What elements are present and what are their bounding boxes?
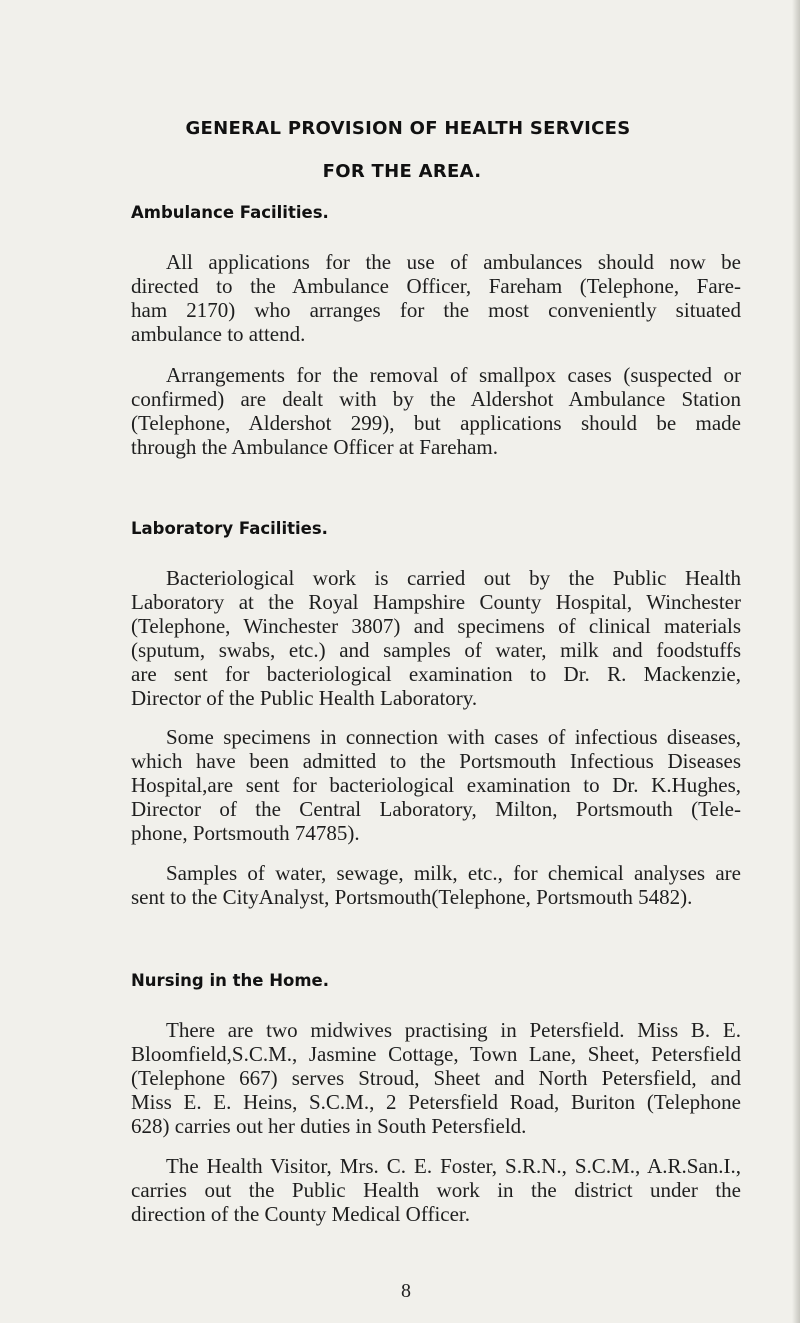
text-line: Samples of water, sewage, milk, etc., for chemical analyses are bbox=[166, 861, 741, 885]
text-line: Some specimens in connection with cases of infectious diseases, bbox=[166, 725, 741, 749]
text-line: Director of the Central Laboratory, Milton, Portsmouth (Tele- bbox=[131, 797, 741, 821]
page-number: 8 bbox=[401, 1280, 411, 1302]
page-title: GENERAL PROVISION OF HEALTH SERVICES bbox=[185, 118, 631, 139]
text-line: (Telephone, Winchester 3807) and specimens of clinical materials bbox=[131, 614, 741, 638]
text-line: directed to the Ambulance Officer, Fareham (Telephone, Fare- bbox=[131, 274, 741, 298]
paragraph bbox=[131, 861, 741, 909]
text-line: Laboratory at the Royal Hampshire County Hospital, Winchester bbox=[131, 590, 741, 614]
text-line: ambulance to attend. bbox=[131, 322, 306, 346]
paragraph bbox=[131, 363, 741, 459]
text-line: (Telephone, Aldershot 299), but applications should be made bbox=[131, 411, 741, 435]
section-heading-laboratory: Laboratory Facilities. bbox=[131, 519, 328, 538]
text-line: All applications for the use of ambulances should now be bbox=[166, 250, 741, 274]
text-line: Director of the Public Health Laboratory. bbox=[131, 686, 478, 710]
text-line: Bacteriological work is carried out by the Public Health bbox=[166, 566, 741, 590]
text-line: The Health Visitor, Mrs. C. E. Foster, S.R.N., S.C.M., A.R.San.I., bbox=[166, 1154, 741, 1178]
text-line: There are two midwives practising in Petersfield. Miss B. E. bbox=[166, 1018, 741, 1042]
text-line: Arrangements for the removal of smallpox cases (suspected or bbox=[166, 363, 741, 387]
text-line: direction of the County Medical Officer. bbox=[131, 1202, 471, 1226]
text-line: ham 2170) who arranges for the most conveniently situated bbox=[131, 298, 741, 322]
paragraph bbox=[131, 250, 741, 346]
page-edge-shadow bbox=[792, 0, 800, 1323]
section-heading-ambulance: Ambulance Facilities. bbox=[131, 203, 329, 222]
paragraph bbox=[131, 1154, 741, 1226]
text-line: carries out the Public Health work in the district under the bbox=[131, 1178, 741, 1202]
text-line: are sent for bacteriological examination to Dr. R. Mackenzie, bbox=[131, 662, 741, 686]
text-line: 628) carries out her duties in South Petersfield. bbox=[131, 1114, 527, 1138]
text-line: confirmed) are dealt with by the Aldershot Ambulance Station bbox=[131, 387, 741, 411]
text-line: Bloomfield,S.C.M., Jasmine Cottage, Town Lane, Sheet, Petersfield bbox=[131, 1042, 741, 1066]
text-line: (sputum, swabs, etc.) and samples of water, milk and foodstuffs bbox=[131, 638, 741, 662]
text-line: sent to the CityAnalyst, Portsmouth(Telephone, Portsmouth 5482). bbox=[131, 885, 693, 909]
text-line: phone, Portsmouth 74785). bbox=[131, 821, 360, 845]
paragraph bbox=[131, 725, 741, 845]
text-line: which have been admitted to the Portsmouth Infectious Diseases bbox=[131, 749, 741, 773]
page-subtitle: FOR THE AREA. bbox=[322, 161, 482, 182]
text-line: through the Ambulance Officer at Fareham. bbox=[131, 435, 498, 459]
paragraph bbox=[131, 566, 741, 710]
section-heading-nursing: Nursing in the Home. bbox=[131, 971, 329, 990]
text-line: Miss E. E. Heins, S.C.M., 2 Petersfield Road, Buriton (Telephone bbox=[131, 1090, 741, 1114]
text-line: (Telephone 667) serves Stroud, Sheet and North Petersfield, and bbox=[131, 1066, 741, 1090]
paragraph bbox=[131, 1018, 741, 1138]
text-line: Hospital,are sent for bacteriological examination to Dr. K.Hughes, bbox=[131, 773, 741, 797]
